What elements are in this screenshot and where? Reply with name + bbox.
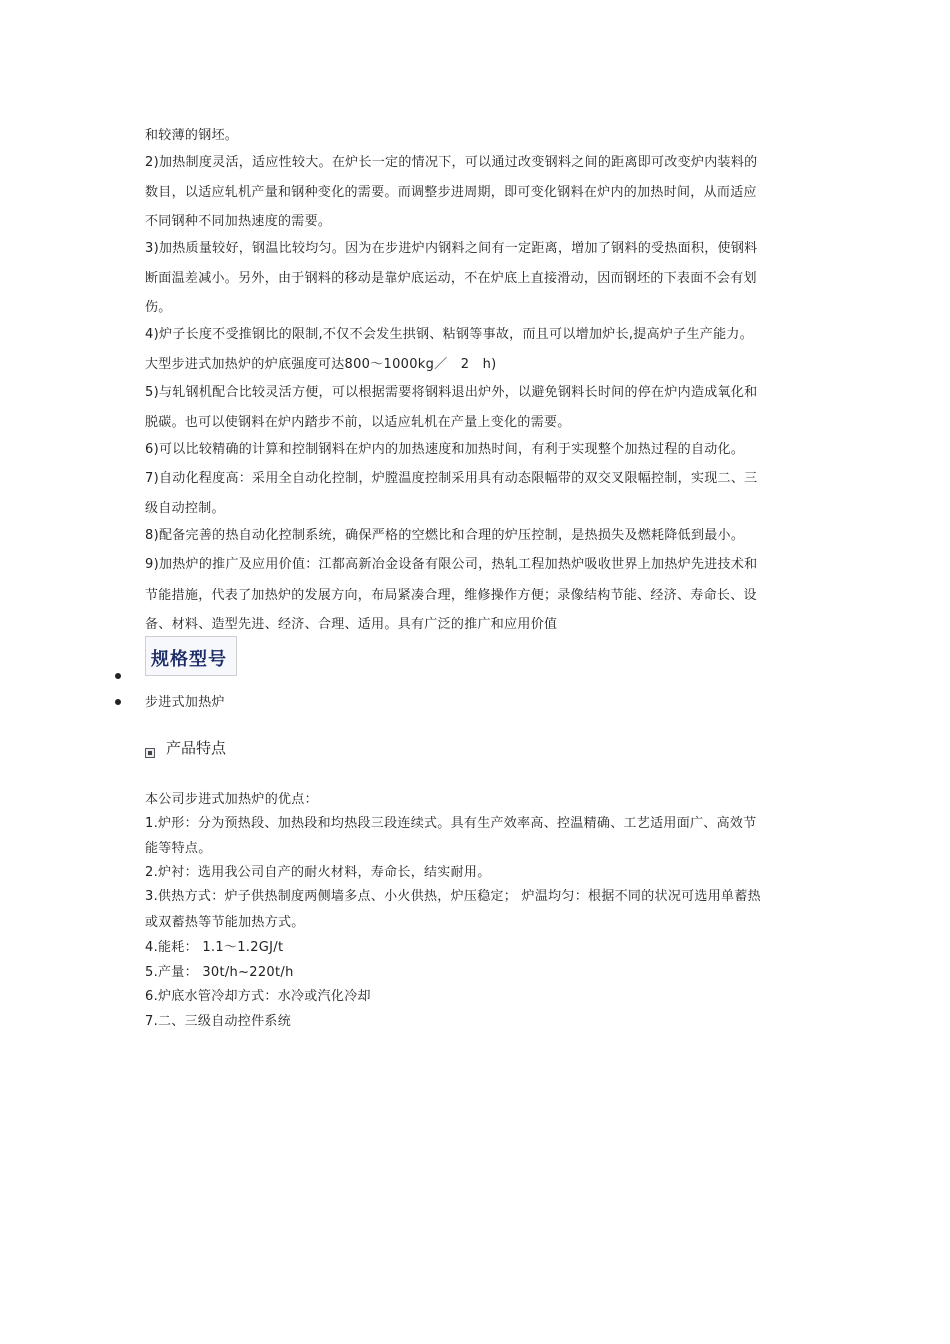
feature-line: 或双蓄热等节能加热方式。 [145,915,305,930]
paragraph-line: 伤。 [145,300,172,315]
paragraph-line: 脱碳。也可以使钢料在炉内踏步不前，以适应轧机在产量上变化的需要。 [145,415,571,430]
paragraph-line: 6)可以比较精确的计算和控制钢料在炉内的加热速度和加热时间，有利于实现整个加热过程的自动化。 [145,442,745,457]
paragraph-line: 大型步进式加热炉的炉底强度可达800～1000kg／ 2 h) [145,357,497,372]
paragraph-line: 9)加热炉的推广及应用价值：江都高新冶金设备有限公司，热轧工程加热炉吸收世界上加热炉先进技术和 [145,557,758,572]
list-item-product[interactable]: 步进式加热炉 [145,695,225,710]
paragraph-line: 级自动控制。 [145,501,225,516]
feature-line: 1.炉形：分为预热段、加热段和均热段三段连续式。具有生产效率高、控温精确、工艺适用面广、高效节 [145,816,757,831]
spec-model-label: 规格型号 [151,649,227,670]
list-bullet [115,699,121,705]
paragraph-line: 8)配备完善的热自动化控制系统，确保严格的空燃比和合理的炉压控制，是热损失及燃耗降低到最小。 [145,528,745,543]
spec-model-image[interactable] [145,636,237,676]
feature-line: 能等特点。 [145,841,212,856]
feature-line: 4.能耗： 1.1～1.2GJ/t [145,940,284,955]
paragraph-line: 备、材料、造型先进、经济、合理、适用。具有广泛的推广和应用价值 [145,617,558,632]
paragraph-line: 5)与轧钢机配合比较灵活方便，可以根据需要将钢料退出炉外，以避免钢料长时间的停在炉内造成氧化和 [145,385,758,400]
paragraph-line: 数目，以适应轧机产量和钢种变化的需要。而调整步进周期，即可变化钢料在炉内的加热时间，从而适应 [145,185,757,200]
section-icon [145,748,155,758]
feature-line: 2.炉衬：选用我公司自产的耐火材料，寿命长，结实耐用。 [145,865,491,880]
feature-line: 7.二、三级自动控件系统 [145,1014,292,1029]
paragraph-line: 不同钢种不同加热速度的需要。 [145,214,332,229]
section-heading: 产品特点 [166,739,227,757]
feature-line: 本公司步进式加热炉的优点： [145,792,318,807]
paragraph-line: 断面温差减小。另外，由于钢料的移动是靠炉底运动，不在炉底上直接滑动，因而钢坯的下表面不会有划 [145,271,757,286]
paragraph-line: 2)加热制度灵活，适应性较大。在炉长一定的情况下，可以通过改变钢料之间的距离即可改变炉内装料的 [145,155,758,170]
paragraph-line: 3)加热质量较好，钢温比较均匀。因为在步进炉内钢料之间有一定距离，增加了钢料的受热面积，使钢料 [145,241,758,256]
feature-line: 6.炉底水管冷却方式：水冷或汽化冷却 [145,989,371,1004]
paragraph-line: 节能措施，代表了加热炉的发展方向，布局紧凑合理，维修操作方便；录像结构节能、经济、寿命长、设 [145,588,757,603]
feature-line: 5.产量： 30t/h~220t/h [145,965,294,980]
paragraph-line: 7)自动化程度高：采用全自动化控制，炉膛温度控制采用具有动态限幅带的双交叉限幅控制，实现二、三 [145,471,758,486]
paragraph-line: 4)炉子长度不受推钢比的限制,不仅不会发生拱钢、粘钢等事故，而且可以增加炉长,提高炉子生产能力。 [145,327,754,342]
feature-line: 3.供热方式：炉子供热制度两侧墙多点、小火供热，炉压稳定； 炉温均匀：根据不同的状况可选用单蓄热 [145,889,761,904]
paragraph-line: 和较薄的钢坯。 [145,128,239,143]
list-bullet [115,673,121,679]
